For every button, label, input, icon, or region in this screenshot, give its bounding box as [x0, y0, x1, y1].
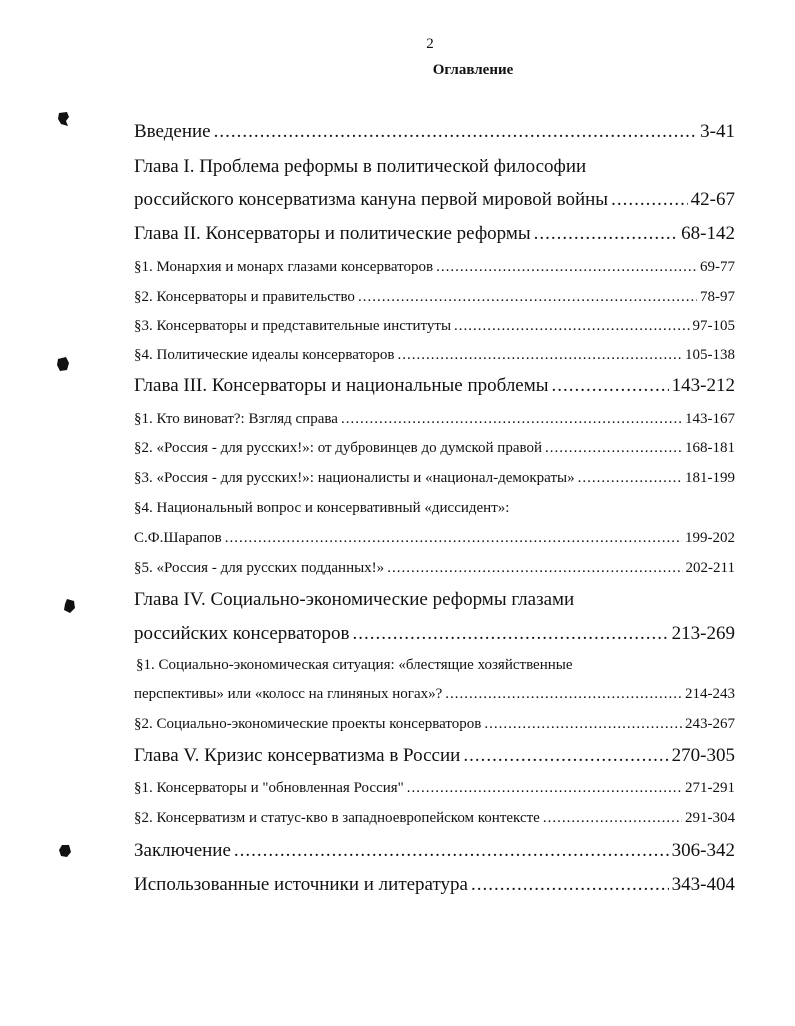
- toc-leader: [545, 440, 682, 457]
- toc-entry-2-2: [134, 289, 735, 306]
- toc-entry-chapter-4-title: Глава IV. Социально-экономические реформы глазами: [134, 589, 575, 610]
- toc-entry-sources: [134, 874, 735, 896]
- toc-entry-2-1: [134, 259, 735, 276]
- toc-label: §5. «Россия - для русских подданных!»: [134, 560, 385, 576]
- toc-leader: [471, 874, 669, 896]
- toc-pages: 78-97: [700, 289, 735, 305]
- toc-pages: 97-105: [692, 318, 735, 334]
- toc-label: §3. Консерваторы и представительные институты: [134, 318, 452, 334]
- toc-leader: [225, 530, 682, 547]
- toc-label: российских консерваторов: [134, 623, 350, 644]
- toc-leader: [454, 318, 689, 335]
- toc-leader: [611, 189, 688, 211]
- scan-mark-icon: [58, 843, 72, 859]
- toc-entry-3-3: [134, 470, 735, 487]
- toc-entry-4-2: [134, 716, 735, 733]
- toc-entry-3-1: [134, 411, 735, 428]
- toc-pages: 168-181: [685, 440, 735, 456]
- toc-entry-2-4: [134, 347, 735, 364]
- toc-entry-4-1: [134, 686, 735, 703]
- toc-pages: 3-41: [700, 121, 735, 142]
- toc-entry-chapter-1: [134, 189, 735, 211]
- toc-leader: [552, 375, 669, 397]
- toc-entry-chapter-1-title: Глава I. Проблема реформы в политической философии: [134, 156, 587, 177]
- page-number: 2: [426, 36, 434, 52]
- toc-label: российского консерватизма кануна первой мировой войны: [134, 189, 609, 210]
- toc-pages: 270-305: [671, 745, 735, 766]
- toc-label: §4. Политические идеалы консерваторов: [134, 347, 395, 363]
- toc-label: Глава V. Кризис консерватизма в России: [134, 745, 461, 766]
- toc-entry-5-1: [134, 780, 735, 797]
- toc-pages: 343-404: [671, 874, 735, 895]
- page-title: Оглавление: [432, 62, 514, 78]
- toc-leader: [463, 745, 668, 767]
- toc-pages: 105-138: [685, 347, 735, 363]
- toc-label: Введение: [134, 121, 211, 142]
- scan-mark-icon: [56, 356, 70, 372]
- toc-pages: 143-212: [671, 375, 735, 396]
- toc-leader: [578, 470, 682, 487]
- toc-label: §1. Консерваторы и "обновленная Россия": [134, 780, 404, 796]
- toc-label: Глава II. Консерваторы и политические реформы: [134, 223, 531, 244]
- toc-label: Использованные источники и литература: [134, 874, 468, 895]
- toc-pages: 42-67: [690, 189, 735, 210]
- toc-label: §2. «Россия - для русских!»: от дубровинцев до думской правой: [134, 440, 542, 456]
- toc-label: §1. Кто виноват?: Взгляд справа: [134, 411, 338, 427]
- toc-entry-5-2: [134, 810, 735, 827]
- toc-label: §2. Консерваторы и правительство: [134, 289, 355, 305]
- toc-leader: [214, 121, 698, 143]
- toc-leader: [445, 686, 682, 703]
- toc-leader: [484, 716, 682, 733]
- toc-label: С.Ф.Шарапов: [134, 530, 222, 546]
- toc-leader: [387, 560, 682, 577]
- toc-label: §2. Консерватизм и статус-кво в западноевропейском контексте: [134, 810, 540, 826]
- toc-pages: 306-342: [671, 840, 735, 861]
- toc-entry-chapter-5: [134, 745, 735, 767]
- toc-leader: [358, 289, 697, 306]
- toc-label: Глава III. Консерваторы и национальные проблемы: [134, 375, 549, 396]
- toc-entry-chapter-2: [134, 223, 735, 245]
- toc-pages: 181-199: [685, 470, 735, 486]
- toc-leader: [397, 347, 682, 364]
- toc-leader: [234, 840, 669, 862]
- toc-pages: 243-267: [685, 716, 735, 732]
- toc-label: §1. Монархия и монарх глазами консерваторов: [134, 259, 434, 275]
- toc-leader: [436, 259, 697, 276]
- toc-leader: [341, 411, 682, 428]
- toc-label: §2. Социально-экономические проекты консерваторов: [134, 716, 482, 732]
- toc-entry-conclusion: [134, 840, 735, 862]
- toc-label: Заключение: [134, 840, 231, 861]
- toc-leader: [407, 780, 682, 797]
- toc-pages: 68-142: [681, 223, 735, 244]
- scan-mark-icon: [62, 598, 76, 614]
- toc-label: перспективы» или «колосс на глиняных ногах»?: [134, 686, 443, 702]
- toc-pages: 214-243: [685, 686, 735, 702]
- toc-pages: 291-304: [685, 810, 735, 826]
- toc-pages: 69-77: [700, 259, 735, 275]
- toc-pages: 143-167: [685, 411, 735, 427]
- scan-mark-icon: [56, 111, 70, 127]
- toc-pages: 199-202: [685, 530, 735, 546]
- toc-entry-2-3: [134, 318, 735, 335]
- toc-entry-chapter-3: [134, 375, 735, 397]
- toc-pages: 271-291: [685, 780, 735, 796]
- toc-entry-4-1-title: §1. Социально-экономическая ситуация: «блестящие хозяйственные: [136, 657, 573, 673]
- toc-entry-3-4-title: §4. Национальный вопрос и консервативный «диссидент»:: [134, 500, 510, 516]
- toc-pages: 213-269: [671, 623, 735, 644]
- toc-leader: [543, 810, 682, 827]
- toc-entry-3-4: [134, 530, 735, 547]
- toc-entry-3-5: [134, 560, 735, 577]
- toc-entry-3-2: [134, 440, 735, 457]
- toc-entry-chapter-4: [134, 623, 735, 645]
- toc-leader: [534, 223, 679, 245]
- toc-label: §3. «Россия - для русских!»: националисты и «национал-демократы»: [134, 470, 575, 486]
- toc-leader: [352, 623, 668, 645]
- toc-entry-introduction: [134, 121, 735, 143]
- toc-pages: 202-211: [685, 560, 735, 576]
